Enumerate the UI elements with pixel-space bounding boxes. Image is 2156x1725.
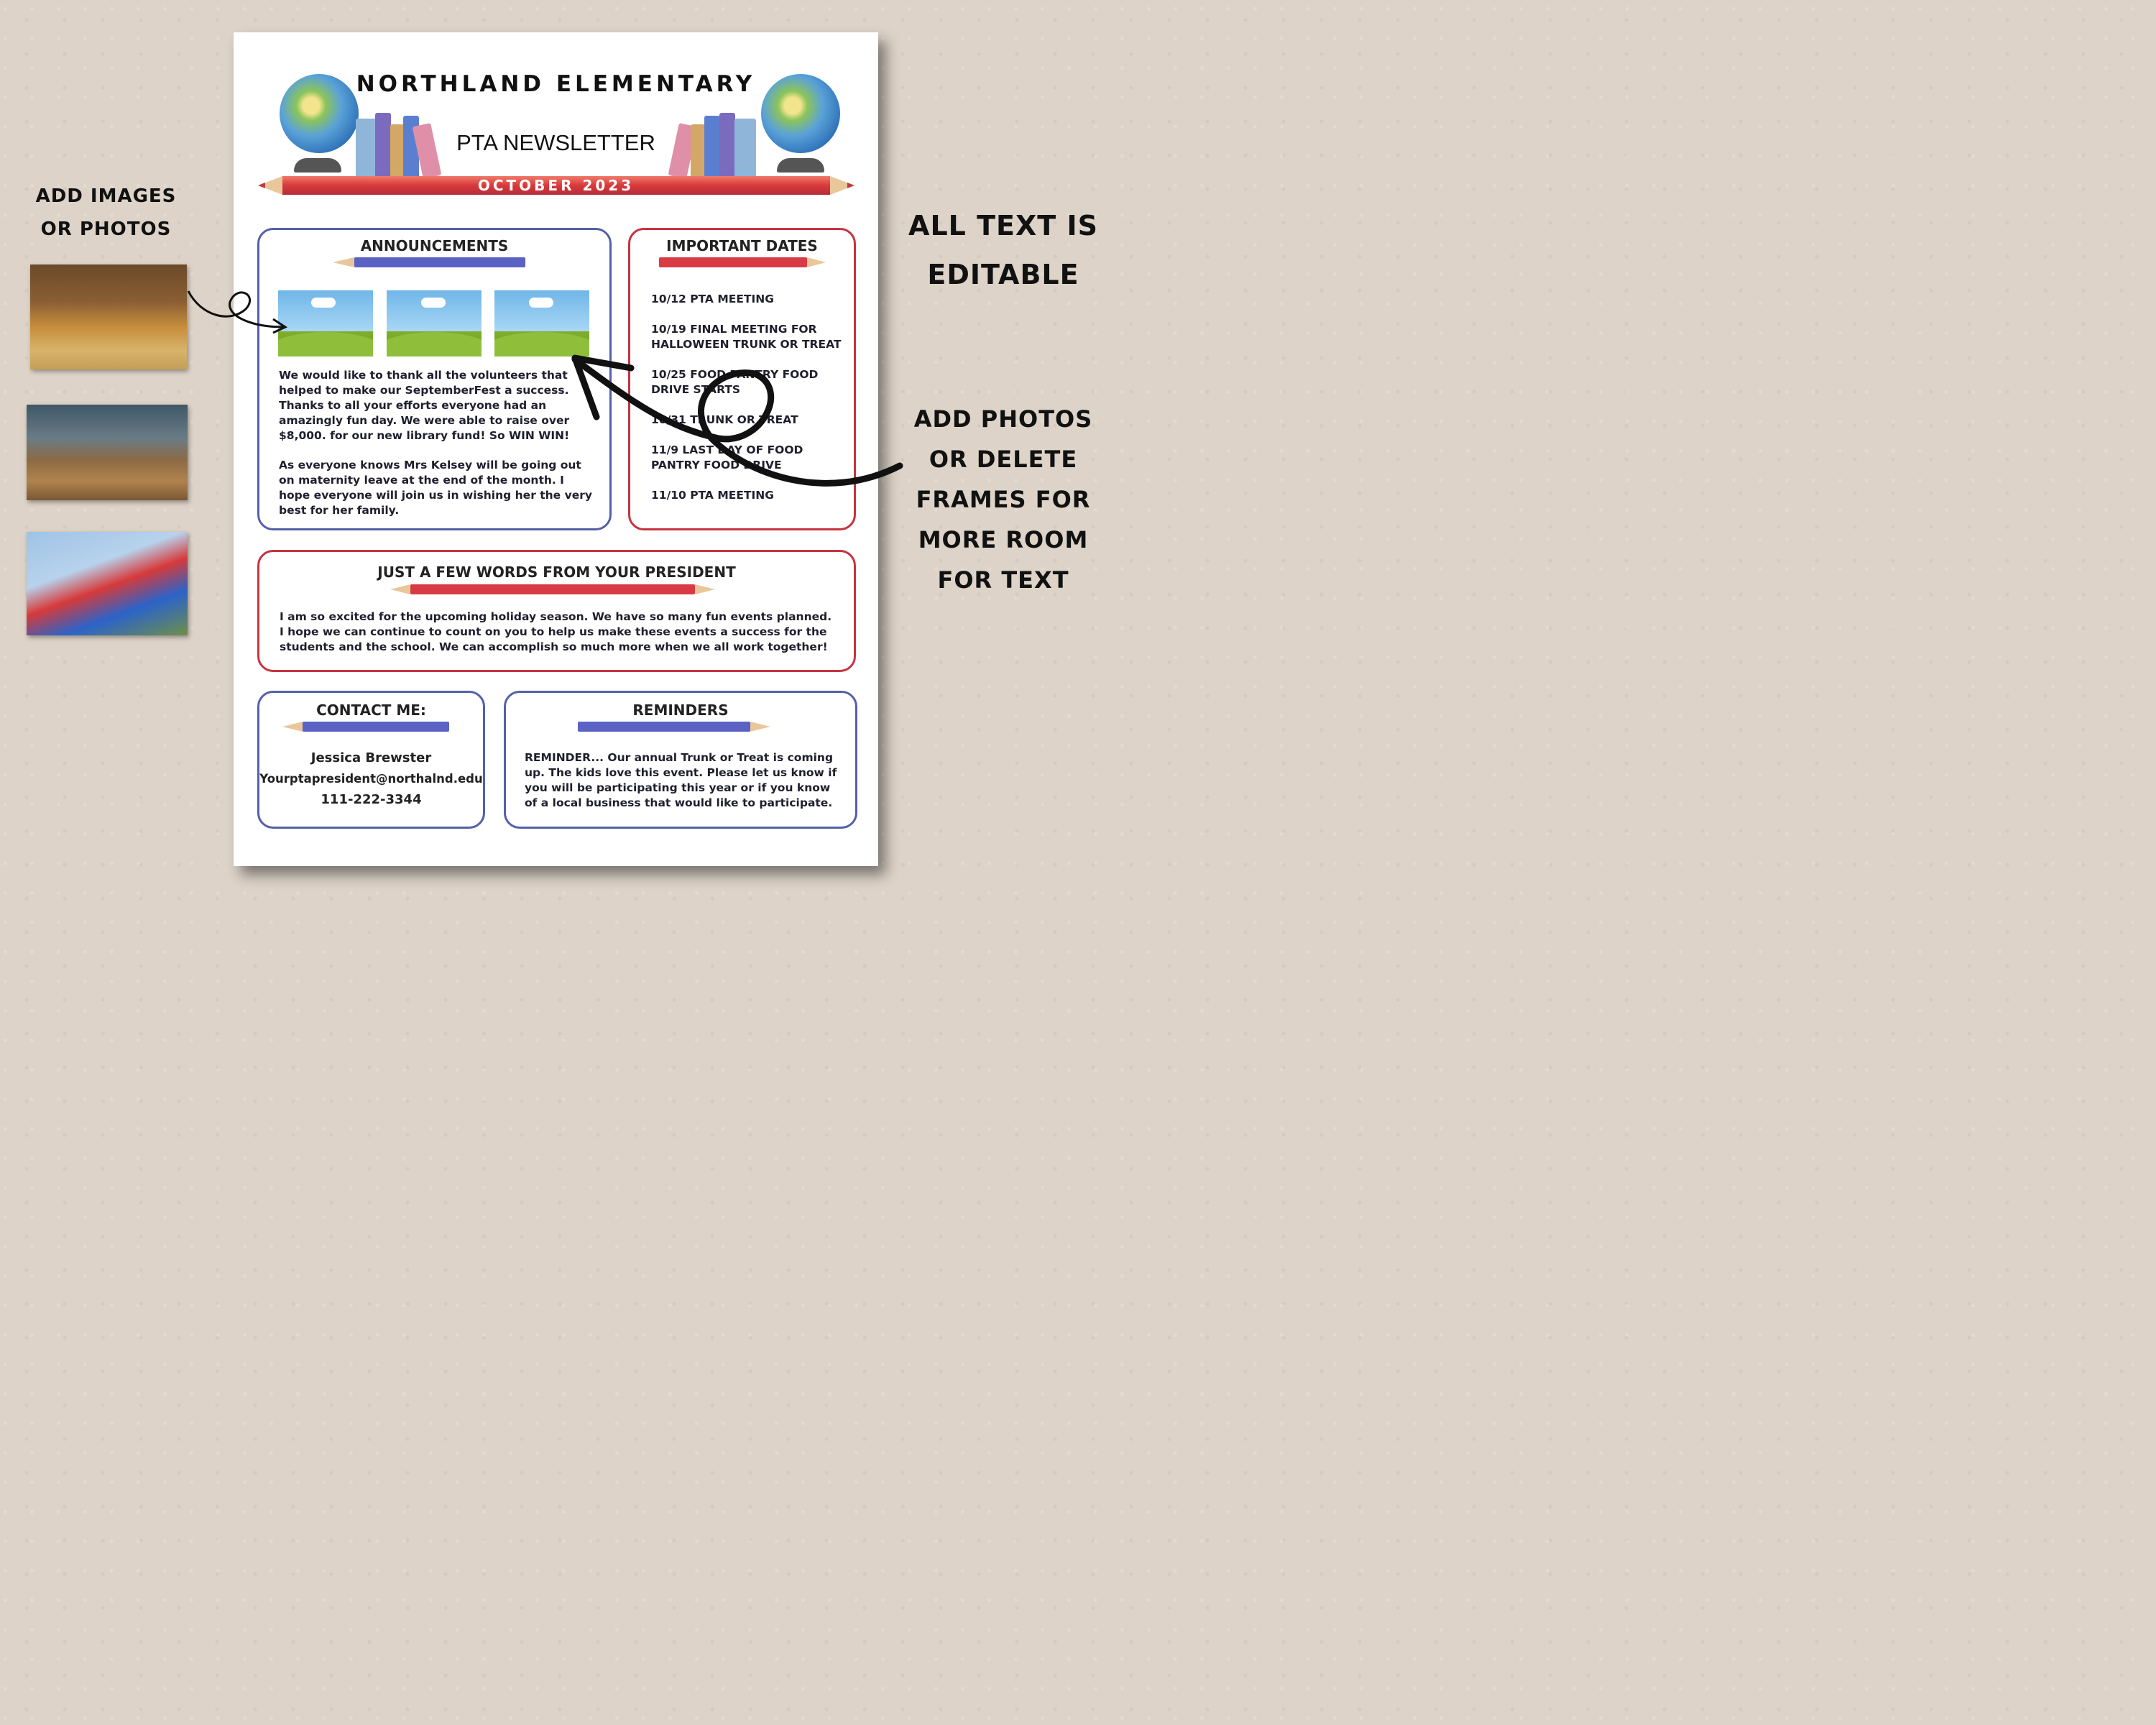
announcements-paragraph-1[interactable]: We would like to thank all the volunteers that helped to make our SeptemberFest a success. Thanks to all your efforts everyone had an amazingly fun day. We were able to raise over $8,000. for our new library fund! So WIN WIN!	[279, 369, 570, 442]
curly-arrow-icon	[188, 291, 284, 327]
important-dates-title: IMPORTANT DATES	[666, 237, 818, 254]
newsletter-subtitle: PTA NEWSLETTER	[456, 130, 655, 155]
school-name: NORTHLAND ELEMENTARY	[356, 71, 756, 97]
contact-name[interactable]: Jessica Brewster	[310, 750, 432, 765]
date-item[interactable]: 10/12 PTA MEETING	[651, 293, 774, 305]
contact-phone[interactable]: 111-222-3344	[321, 792, 422, 807]
reminders-text[interactable]: REMINDER... Our annual Trunk or Treat is coming up. The kids love this event. Please let us know if you will be participating this year or if you know of a local business that would like to participate.	[525, 751, 837, 809]
add-images-label: ADD IMAGES OR PHOTOS	[35, 185, 177, 240]
add-photos-label: ADD PHOTOS OR DELETE FRAMES FOR MORE ROOM FOR TEXT	[913, 405, 1093, 594]
reminders-title: REMINDERS	[632, 702, 729, 719]
announcements-paragraph-2[interactable]: As everyone knows Mrs Kelsey will be going out on maternity leave at the end of the month. I hope everyone will join us in wishing her the very best for her family.	[279, 459, 592, 517]
large-arrow-icon	[575, 359, 900, 483]
date-item[interactable]: 10/25 FOOD PANTRY FOOD DRIVE STARTS	[651, 368, 819, 396]
all-text-editable-label: ALL TEXT IS EDITABLE	[908, 210, 1098, 290]
president-message[interactable]: I am so excited for the upcoming holiday season. We have so many fun events planned. I hope we can continue to count on you to help us make these events a success for the students and the school. We can accomplish so much more when we all work together!	[280, 610, 832, 653]
date-item[interactable]: 11/10 PTA MEETING	[651, 489, 774, 502]
newsletter-date: OCTOBER 2023	[477, 177, 635, 194]
contact-email[interactable]: Yourptapresident@northalnd.edu	[259, 772, 483, 786]
date-item[interactable]: 10/19 FINAL MEETING FOR HALLOWEEN TRUNK OR TREAT	[651, 323, 842, 351]
date-item[interactable]: 11/9 LAST DAY OF FOOD PANTRY FOOD DRIVE	[651, 443, 803, 472]
contact-title: CONTACT ME:	[316, 702, 426, 719]
annotation-arrows	[0, 0, 1127, 901]
president-title: JUST A FEW WORDS FROM YOUR PRESIDENT	[377, 564, 736, 581]
announcements-title: ANNOUNCEMENTS	[360, 237, 509, 254]
date-item[interactable]: 10/31 TRUNK OR TREAT	[651, 413, 798, 426]
